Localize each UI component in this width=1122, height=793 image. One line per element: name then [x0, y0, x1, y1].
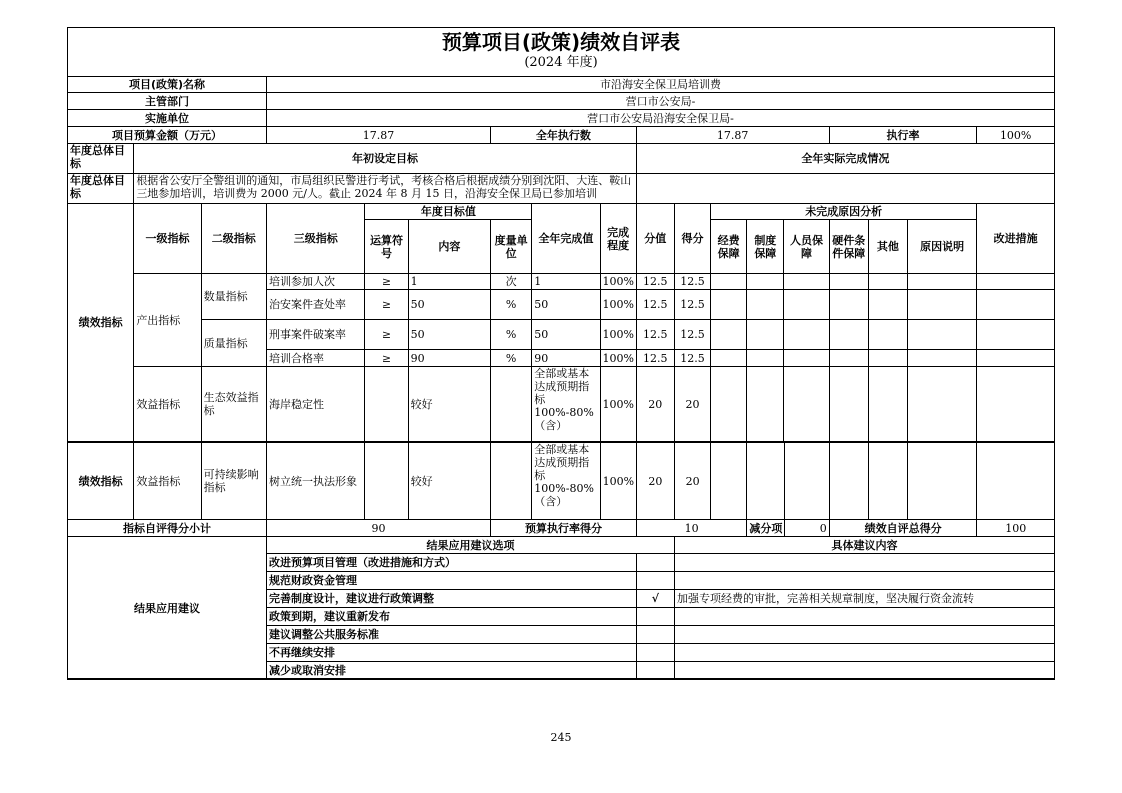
suggest-option-text: 改进预算项目管理（改进措施和方式）: [266, 554, 636, 572]
level1-header: 一级指标: [134, 204, 201, 274]
content-cell: 50: [408, 320, 490, 350]
done-cell: 1: [532, 274, 600, 290]
level2-header: 二级指标: [201, 204, 266, 274]
improve-header: 改进措施: [977, 204, 1055, 274]
evaluation-sheet: [67, 27, 1055, 679]
content-cell: 较好: [408, 443, 490, 520]
suggest-option-mark[interactable]: [636, 644, 674, 662]
dept-label: 主管部门: [68, 93, 267, 110]
table-row: [68, 320, 1055, 350]
suggest-option-text: 不再继续安排: [266, 644, 636, 662]
done-cell: [532, 443, 600, 520]
cause-funding-header: 经费保障: [711, 220, 747, 274]
degree-header: 完成程度: [600, 204, 636, 274]
budget-value: 17.87: [266, 127, 490, 144]
cause-other-header: 其他: [868, 220, 907, 274]
content-cell: 1: [408, 274, 490, 290]
indicator-header-row-1: [68, 204, 1055, 220]
total-score-label: 绩效自评总得分: [829, 520, 977, 537]
suggest-option-text: 政策到期，建议重新发布: [266, 608, 636, 626]
actual-result-label: 全年实际完成情况: [636, 144, 1054, 174]
unfinished-analysis-header: 未完成原因分析: [711, 204, 977, 220]
done-cell: 50: [532, 290, 600, 320]
value-cell: 20: [636, 367, 674, 442]
initial-goal-text: 根据省公安厅全警组训的通知，市局组织民警进行考试，考核合格后根据成绩分别到沈阳、大连、鞍山三地参加培训，培训费为 2000 元/人。截止 2024 年 8 月 15 日，沿海安全保卫局已参加培训: [134, 174, 636, 204]
op-cell: [365, 367, 408, 442]
project-name-label: 项目(政策)名称: [68, 77, 267, 93]
evaluation-table: [67, 76, 1055, 442]
value-cell: 12.5: [636, 290, 674, 320]
level3-cell: 树立统一执法形象: [266, 443, 364, 520]
value-cell: 12.5: [636, 274, 674, 290]
content-cell: 90: [408, 350, 490, 367]
exec-label: 全年执行数: [491, 127, 637, 144]
table-row: [68, 443, 1055, 520]
summary-row: [68, 520, 1055, 537]
level3-cell: 培训合格率: [266, 350, 364, 367]
level3-cell: 海岸稳定性: [266, 367, 364, 442]
level2-cell: 数量指标: [201, 274, 266, 320]
unit-cell: %: [491, 320, 532, 350]
content-header: 内容: [408, 220, 490, 274]
table-row: [68, 274, 1055, 290]
annual-target-header: 年度目标值: [365, 204, 532, 220]
unit-value: 营口市公安局沿海安全保卫局-: [266, 110, 1054, 127]
done-value-header: 全年完成值: [532, 204, 600, 274]
suggest-option-mark[interactable]: [636, 626, 674, 644]
done-cell: 50: [532, 320, 600, 350]
op-cell: [365, 443, 408, 520]
score-cell: 12.5: [674, 290, 710, 320]
cause-staff-header: 人员保障: [784, 220, 829, 274]
total-score-value: 100: [977, 520, 1055, 537]
rate-label: 执行率: [829, 127, 977, 144]
degree-cell: 100%: [600, 290, 636, 320]
actual-result-text: [636, 174, 1054, 204]
suggest-option-text: 规范财政资金管理: [266, 572, 636, 590]
suggest-option-detail: [675, 572, 1055, 590]
suggest-option-mark[interactable]: [636, 662, 674, 680]
year-subtitle: (2024 年度): [524, 55, 598, 70]
suggest-label: 结果应用建议: [68, 537, 267, 680]
degree-cell: 100%: [600, 320, 636, 350]
degree-cell: 100%: [600, 274, 636, 290]
level2-cell: 质量指标: [201, 320, 266, 367]
level3-cell: 刑事案件破案率: [266, 320, 364, 350]
deduct-label: 减分项: [747, 520, 784, 537]
score-cell: 20: [674, 367, 710, 442]
level1-cell: 效益指标: [134, 367, 201, 442]
op-cell: ≥: [365, 290, 408, 320]
done-cell: [532, 367, 600, 442]
project-name-value: 市沿海安全保卫局培训费: [266, 77, 1054, 93]
score-value-header: 分值: [636, 204, 674, 274]
suggest-option-detail: [675, 644, 1055, 662]
perf-indicator-label-2: 绩效指标: [68, 443, 134, 520]
unit-header: 度量单位: [491, 220, 532, 274]
dept-value: 营口市公安局-: [266, 93, 1054, 110]
done-cell-text: 全部或基本达成预期指标100%-80%（含）: [534, 367, 594, 432]
budget-rate-score-value: 10: [636, 520, 747, 537]
budget-label: 项目预算金额（万元）: [68, 127, 267, 144]
goals-header-row: [68, 144, 1055, 174]
suggest-option-text: 完善制度设计，建议进行政策调整: [266, 590, 636, 608]
op-cell: ≥: [365, 320, 408, 350]
deduct-value: 0: [784, 520, 829, 537]
content-cell: 50: [408, 290, 490, 320]
info-row-name: [68, 77, 1055, 93]
suggest-option-mark[interactable]: [636, 572, 674, 590]
suggest-option-text: 建议调整公共服务标准: [266, 626, 636, 644]
suggest-option-mark[interactable]: [636, 608, 674, 626]
op-cell: ≥: [365, 274, 408, 290]
self-score-value: 90: [266, 520, 490, 537]
level3-header: 三级指标: [266, 204, 364, 274]
goals-label: 年度总体目标: [68, 144, 134, 174]
degree-cell: 100%: [600, 367, 636, 442]
degree-cell: 100%: [600, 443, 636, 520]
cause-hardware-header: 硬件条件保障: [829, 220, 868, 274]
suggest-option-text: 减少或取消安排: [266, 662, 636, 680]
level1-cell: 产出指标: [134, 274, 201, 367]
self-score-label: 指标自评得分小计: [68, 520, 267, 537]
info-row-budget: [68, 127, 1055, 144]
goals-label-2: 年度总体目标: [68, 174, 134, 204]
score-cell: 12.5: [674, 320, 710, 350]
suggest-options-label: 结果应用建议选项: [266, 537, 674, 554]
value-cell: 20: [636, 443, 674, 520]
suggest-option-detail: [675, 662, 1055, 680]
level2-cell: 生态效益指标: [201, 367, 266, 442]
level3-cell: 治安案件查处率: [266, 290, 364, 320]
suggest-option-mark[interactable]: √: [636, 590, 674, 608]
suggest-option-detail: [675, 626, 1055, 644]
op-cell: ≥: [365, 350, 408, 367]
unit-cell: %: [491, 350, 532, 367]
suggest-header-row: [68, 537, 1055, 554]
page-title: 预算项目(政策)绩效自评表: [441, 30, 681, 54]
degree-cell: 100%: [600, 350, 636, 367]
goals-content-row: [68, 174, 1055, 204]
value-cell: 12.5: [636, 320, 674, 350]
op-header: 运算符号: [365, 220, 408, 274]
unit-cell: %: [491, 290, 532, 320]
cause-explain-header: 原因说明: [908, 220, 977, 274]
initial-goal-label: 年初设定目标: [134, 144, 636, 174]
done-cell: 90: [532, 350, 600, 367]
score-header: 得分: [674, 204, 710, 274]
exec-value: 17.87: [636, 127, 829, 144]
suggest-option-detail: [675, 554, 1055, 572]
unit-cell: [491, 443, 532, 520]
rate-value: 100%: [977, 127, 1055, 144]
evaluation-table-lower: [67, 442, 1055, 680]
suggest-detail-label: 具体建议内容: [675, 537, 1055, 554]
score-cell: 12.5: [674, 350, 710, 367]
level1-cell: 效益指标: [134, 443, 201, 520]
score-cell: 12.5: [674, 274, 710, 290]
unit-cell: 次: [491, 274, 532, 290]
done-cell-text: 全部或基本达成预期指标100%-80%（含）: [534, 443, 594, 508]
level3-cell: 培训参加人次: [266, 274, 364, 290]
info-row-unit: [68, 110, 1055, 127]
info-row-dept: [68, 93, 1055, 110]
unit-cell: [491, 367, 532, 442]
suggest-option-detail: [675, 608, 1055, 626]
content-cell: 较好: [408, 367, 490, 442]
perf-indicator-label: 绩效指标: [68, 204, 134, 442]
unit-label: 实施单位: [68, 110, 267, 127]
value-cell: 12.5: [636, 350, 674, 367]
level2-cell: 可持续影响指标: [201, 443, 266, 520]
score-cell: 20: [675, 443, 711, 520]
budget-rate-score-label: 预算执行率得分: [491, 520, 637, 537]
cause-system-header: 制度保障: [747, 220, 784, 274]
page-number: 245: [550, 731, 572, 744]
suggest-option-detail: 加强专项经费的审批，完善相关规章制度，坚决履行资金流转: [675, 590, 1055, 608]
suggest-option-mark[interactable]: [636, 554, 674, 572]
table-row: [68, 367, 1055, 442]
